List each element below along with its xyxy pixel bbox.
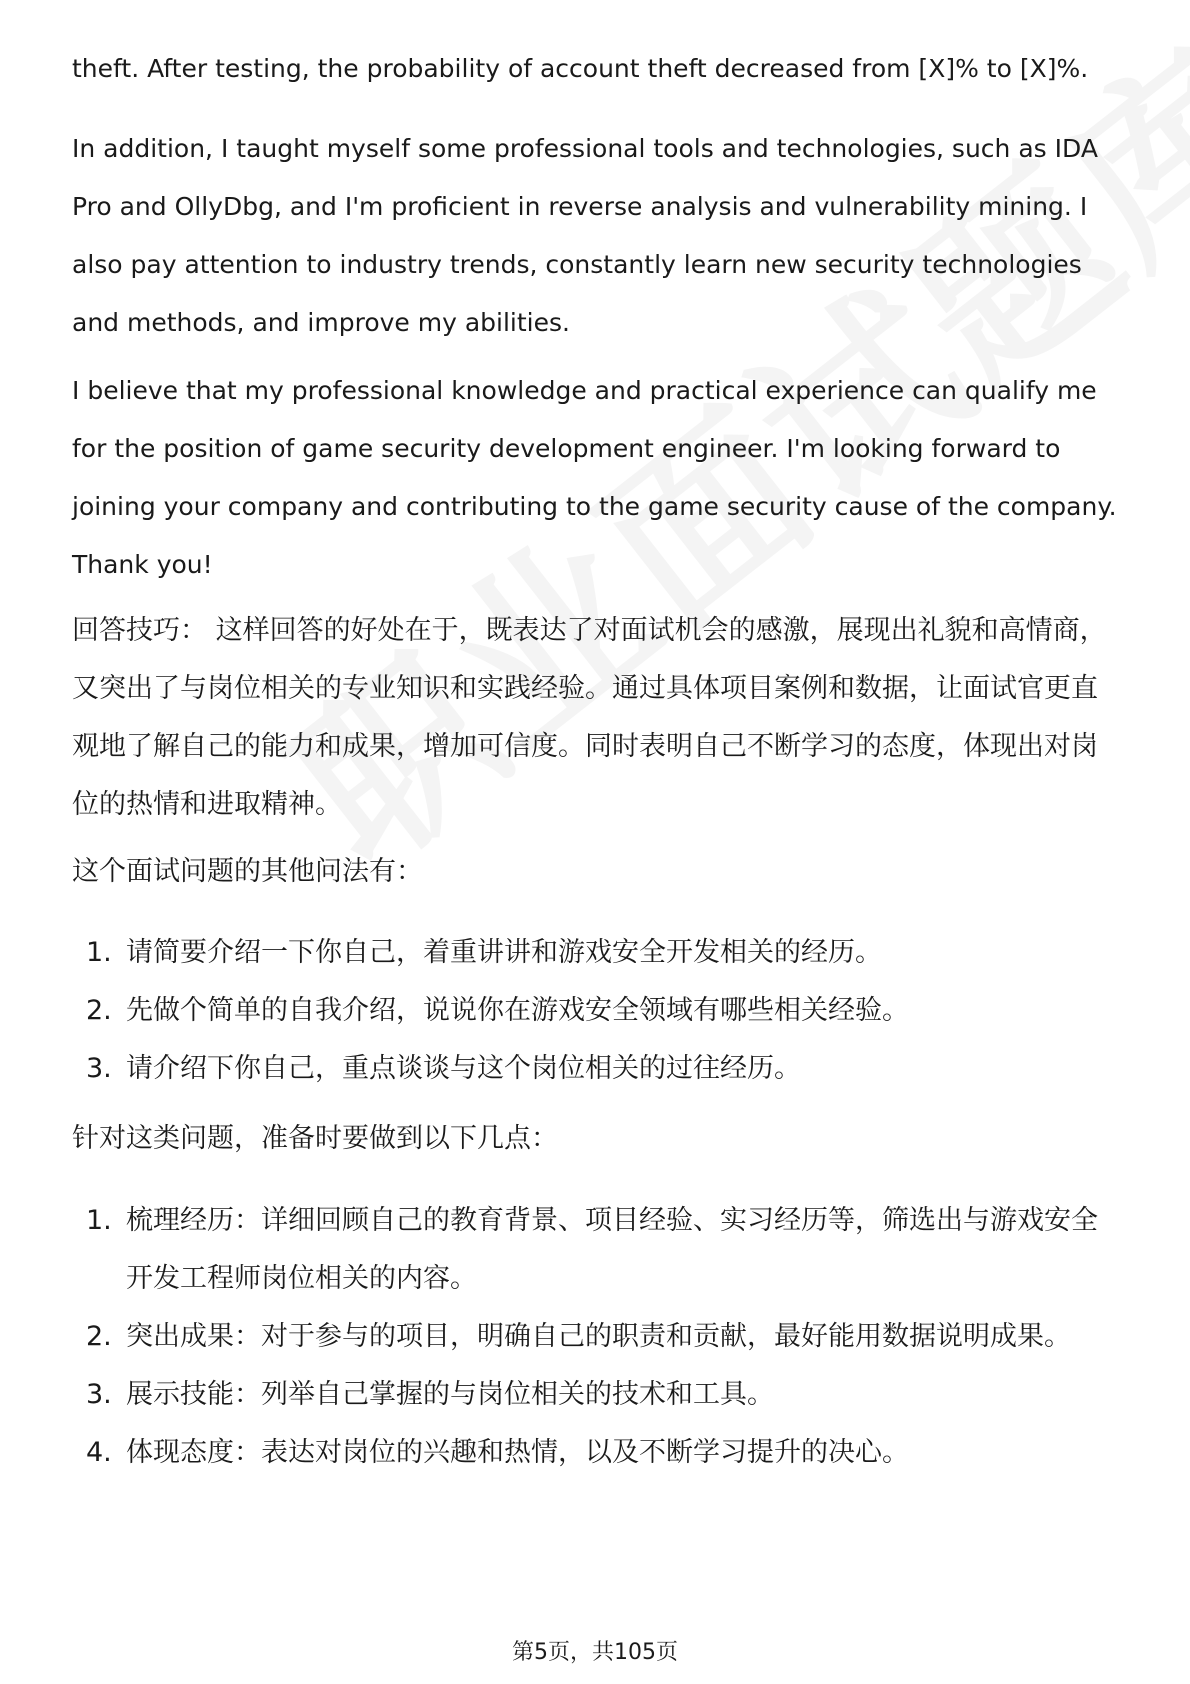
list-item [72, 1308, 1122, 1366]
paragraph-tools: In addition, I taught myself some professional tools and technologies, such as IDA Pro and OllyDbg, and I'm proficient in reverse analysis and vulnerability mining. I also pay attention to industry trends, constantly learn new security technologies and methods, and improve my abilities. [72, 134, 1098, 337]
list-number: 1. [86, 1205, 112, 1236]
prep-heading: 针对这类问题，准备时要做到以下几点： [72, 1123, 558, 1154]
list-text: 展示技能：列举自己掌握的与岗位相关的技术和工具。 [126, 1379, 774, 1410]
prep-points-list [72, 1192, 1122, 1482]
list-item [72, 1366, 1122, 1424]
paragraph-answer-tips: 回答技巧： 这样回答的好处在于，既表达了对面试机会的感激，展现出礼貌和高情商，又突出了与岗位相关的专业知识和实践经验。通过具体项目案例和数据，让面试官更直观地了解自己的能力和成果，增加可信度。同时表明自己不断学习的态度，体现出对岗位的热情和进取精神。 [72, 615, 1107, 820]
list-item [72, 982, 1122, 1040]
list-item [72, 1040, 1122, 1098]
list-item [72, 1424, 1122, 1482]
page-footer: 第5页，共105页 [512, 1640, 678, 1665]
list-text: 体现态度：表达对岗位的兴趣和热情，以及不断学习提升的决心。 [126, 1437, 909, 1468]
alt-questions-list [72, 924, 1122, 1098]
list-text: 突出成果：对于参与的项目，明确自己的职责和贡献，最好能用数据说明成果。 [126, 1321, 1071, 1352]
list-item [72, 924, 1122, 982]
list-text: 请简要介绍一下你自己，着重讲讲和游戏安全开发相关的经历。 [126, 937, 882, 968]
paragraph-theft-result: theft. After testing, the probability of account theft decreased from [X]% to [X]%. [72, 54, 1089, 83]
list-number: 1. [86, 937, 112, 968]
paragraph-closing: I believe that my professional knowledge and practical experience can qualify me for the position of game security development engineer. I'm looking forward to joining your company and contributing to the game security cause of the company. Thank you! [72, 376, 1117, 579]
list-number: 3. [86, 1053, 112, 1084]
list-text: 梳理经历：详细回顾自己的教育背景、项目经验、实习经历等，筛选出与游戏安全开发工程师岗位相关的内容。 [126, 1205, 1098, 1294]
list-number: 4. [86, 1437, 112, 1468]
alt-questions-heading: 这个面试问题的其他问法有： [72, 856, 423, 887]
list-number: 2. [86, 995, 112, 1026]
list-number: 3. [86, 1379, 112, 1410]
list-number: 2. [86, 1321, 112, 1352]
list-text: 请介绍下你自己，重点谈谈与这个岗位相关的过往经历。 [126, 1053, 801, 1084]
list-item [72, 1192, 1122, 1308]
list-text: 先做个简单的自我介绍，说说你在游戏安全领域有哪些相关经验。 [126, 995, 909, 1026]
